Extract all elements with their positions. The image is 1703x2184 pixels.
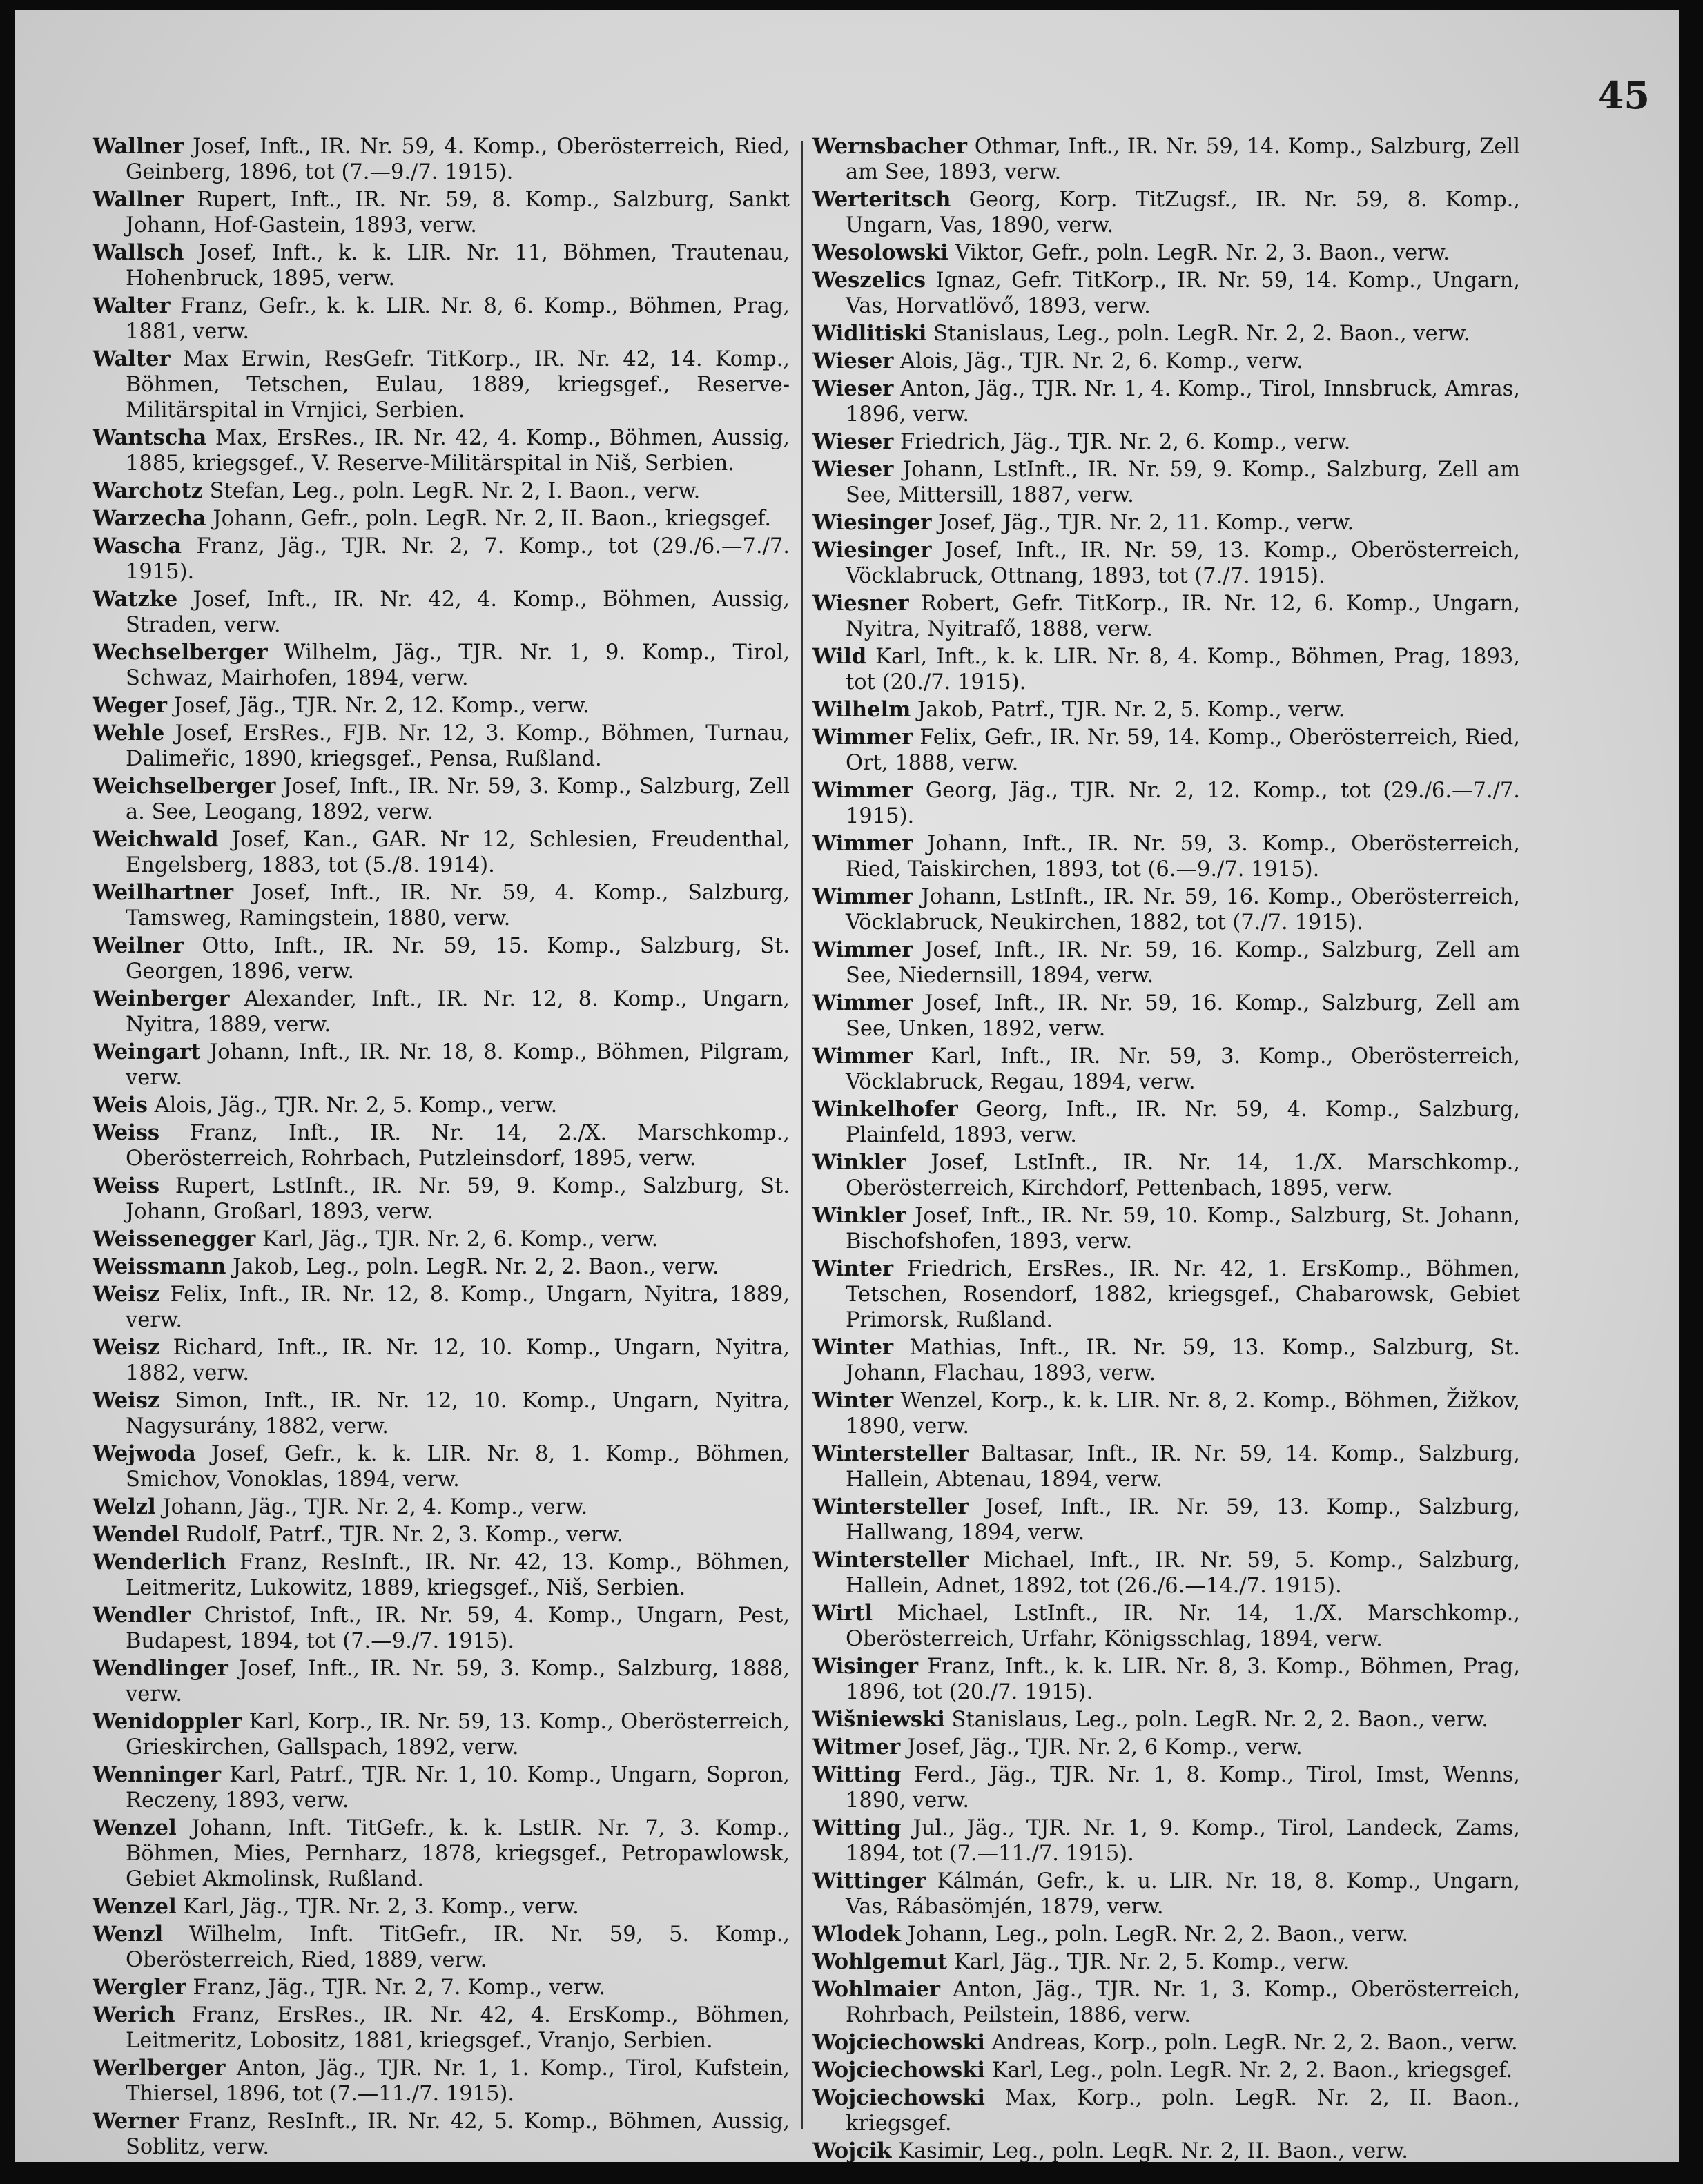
entry-details: Felix, Inft., IR. Nr. 12, 8. Komp., Ungarn, Nyitra, 1889, verw. [126, 1283, 790, 1332]
column-divider [801, 141, 803, 2129]
entry-surname: Wantscha [93, 425, 207, 450]
entry-details: Franz, Jäg., TJR. Nr. 2, 7. Komp., verw. [186, 1976, 606, 2000]
entry-details: Alexander, Inft., IR. Nr. 12, 8. Komp., Ungarn, Nyitra, 1889, verw. [126, 987, 790, 1037]
list-item [93, 986, 790, 1037]
scanned-page [15, 10, 1679, 2162]
entry-surname: Weszelics [812, 268, 926, 293]
entry-details: Ignaz, Gefr. TitKorp., IR. Nr. 59, 14. Komp., Ungarn, Vas, Horvatlövő, 1893, verw. [846, 269, 1520, 318]
list-item [93, 1522, 790, 1548]
entry-details: Alois, Jäg., TJR. Nr. 2, 5. Komp., verw. [147, 1093, 558, 1118]
entry-surname: Wiesinger [812, 538, 932, 563]
list-item [812, 1203, 1520, 1254]
list-item [812, 1388, 1520, 1439]
list-item [812, 538, 1520, 589]
entry-details: Friedrich, ErsRes., IR. Nr. 42, 1. ErsKomp., Böhmen, Tetschen, Rosendorf, 1882, kriegsgef., Chabarowsk, Gebiet Primorsk, Rußland. [846, 1257, 1520, 1332]
entry-details: Othmar, Inft., IR. Nr. 59, 14. Komp., Salzburg, Zell am See, 1893, verw. [846, 135, 1520, 184]
list-item [93, 1282, 790, 1333]
list-item [812, 1548, 1520, 1599]
list-item [812, 510, 1520, 536]
list-item [93, 1975, 790, 2000]
entry-details: Franz, Inft., k. k. LIR. Nr. 8, 3. Komp., Böhmen, Prag, 1896, tot (20./7. 1915). [846, 1655, 1520, 1704]
right-column [812, 134, 1520, 2162]
entry-details: Jul., Jäg., TJR. Nr. 1, 9. Komp., Tirol, Landeck, Zams, 1894, tot (7.—11./7. 1915). [846, 1816, 1520, 1866]
list-item [93, 774, 790, 825]
left-column [93, 134, 790, 2162]
entry-details: Friedrich, Jäg., TJR. Nr. 2, 6. Komp., verw. [893, 430, 1351, 454]
list-item [93, 240, 790, 291]
list-item [812, 2138, 1520, 2162]
entry-details: Josef, Inft., IR. Nr. 59, 16. Komp., Salzburg, Zell am See, Niedernsill, 1894, verw. [846, 938, 1520, 988]
list-item [812, 187, 1520, 238]
entry-details: Johann, Leg., poln. LegR. Nr. 2, 2. Baon., verw. [901, 1922, 1409, 1947]
list-item [812, 1044, 1520, 1095]
list-item [812, 321, 1520, 347]
entry-details: Anton, Jäg., TJR. Nr. 1, 3. Komp., Oberösterreich, Rohrbach, Peilstein, 1886, verw. [846, 1978, 1520, 2027]
entry-details: Max Erwin, ResGefr. TitKorp., IR. Nr. 42, 14. Komp., Böhmen, Tetschen, Eulau, 1889, kriegsgef., Reserve-Militärspital in Vrnjici, Serbien. [126, 347, 790, 422]
entry-surname: Wojciechowski [812, 2085, 985, 2110]
entry-details: Robert, Gefr. TitKorp., IR. Nr. 12, 6. Komp., Ungarn, Nyitra, Nyitrafő, 1888, verw. [846, 592, 1520, 641]
list-item [812, 1097, 1520, 1148]
entry-surname: Wechselberger [93, 640, 268, 665]
list-item [812, 1601, 1520, 1652]
list-item [93, 1922, 790, 1973]
entry-surname: Wejwoda [93, 1441, 196, 1466]
entry-surname: Wascha [93, 534, 182, 558]
entry-surname: Weiss [93, 1120, 160, 1145]
entry-details: Josef, Inft., IR. Nr. 59, 13. Komp., Salzburg, Hallwang, 1894, verw. [846, 1495, 1520, 1545]
list-item [93, 134, 790, 185]
list-item [93, 2109, 790, 2160]
entry-details: Josef, Inft., IR. Nr. 59, 3. Komp., Salzburg, 1888, verw. [126, 1657, 790, 1706]
entry-surname: Witmer [812, 1735, 901, 1759]
entry-details: Karl, Jäg., TJR. Nr. 2, 3. Komp., verw. [176, 1895, 579, 1919]
entry-surname: Warchotz [93, 478, 203, 503]
list-item [812, 937, 1520, 988]
list-item [812, 1654, 1520, 1705]
list-item [93, 534, 790, 585]
entry-surname: Wergler [93, 1975, 186, 2000]
list-item [93, 1762, 790, 1813]
list-item [812, 591, 1520, 642]
entry-surname: Wimmer [812, 1044, 913, 1069]
entry-surname: Walter [93, 347, 171, 371]
list-item [93, 187, 790, 238]
entry-details: Georg, Korp. TitZugsf., IR. Nr. 59, 8. Komp., Ungarn, Vas, 1890, verw. [846, 188, 1520, 237]
list-item [812, 1815, 1520, 1866]
entry-details: Viktor, Gefr., poln. LegR. Nr. 2, 3. Baon., verw. [948, 241, 1450, 265]
entry-details: Josef, Inft., IR. Nr. 59, 4. Komp., Salzburg, Tamsweg, Ramingstein, 1880, verw. [126, 881, 790, 930]
entry-details: Josef, Inft., k. k. LIR. Nr. 11, Böhmen, Trautenau, Hohenbruck, 1895, verw. [126, 241, 790, 291]
entry-details: Josef, Inft., IR. Nr. 42, 4. Komp., Böhmen, Aussig, Straden, verw. [126, 587, 790, 637]
entry-details: Johann, Inft., IR. Nr. 59, 3. Komp., Oberösterreich, Ried, Taiskirchen, 1893, tot (6.—9./7. 1915). [846, 832, 1520, 881]
entry-details: Michael, LstInft., IR. Nr. 14, 1./X. Marschkomp., Oberösterreich, Urfahr, Königsschlag, 1894, verw. [846, 1601, 1520, 1651]
entry-details: Franz, Gefr., k. k. LIR. Nr. 8, 6. Komp., Böhmen, Prag, 1881, verw. [126, 294, 790, 344]
entry-surname: Wieser [812, 457, 894, 482]
list-item [812, 457, 1520, 508]
entry-surname: Weissmann [93, 1254, 226, 1279]
entry-details: Simon, Inft., IR. Nr. 12, 10. Komp., Ungarn, Nyitra, Nagysurány, 1882, verw. [126, 1389, 790, 1439]
entry-surname: Wallsch [93, 240, 184, 265]
entry-details: Michael, Inft., IR. Nr. 59, 5. Komp., Salzburg, Hallein, Adnet, 1892, tot (26./6.—14./7. 1915). [846, 1548, 1520, 1598]
entry-details: Anton, Jäg., TJR. Nr. 1, 4. Komp., Tirol, Innsbruck, Amras, 1896, verw. [846, 377, 1520, 427]
entry-details: Karl, Korp., IR. Nr. 59, 13. Komp., Oberösterreich, Grieskirchen, Gallspach, 1892, verw. [126, 1710, 790, 1759]
list-item [812, 1441, 1520, 1492]
entry-surname: Weiss [93, 1173, 160, 1198]
entry-surname: Winter [812, 1335, 894, 1360]
entry-details: Franz, Inft., IR. Nr. 14, 2./X. Marschkomp., Oberösterreich, Rohrbach, Putzleinsdorf, 1895, verw. [126, 1121, 790, 1171]
entry-surname: Wehle [93, 721, 165, 745]
entry-details: Johann, LstInft., IR. Nr. 59, 9. Komp., Salzburg, Zell am See, Mittersill, 1887, verw. [846, 458, 1520, 507]
list-item [93, 425, 790, 476]
list-item [93, 1173, 790, 1225]
entry-surname: Wilhelm [812, 697, 911, 722]
list-item [812, 349, 1520, 374]
list-item [93, 1388, 790, 1439]
entry-surname: Wenninger [93, 1762, 222, 1787]
entry-surname: Weichwald [93, 827, 219, 852]
entry-details: Josef, Kan., GAR. Nr 12, Schlesien, Freudenthal, Engelsberg, 1883, tot (5./8. 1914). [126, 828, 790, 877]
entry-surname: Winter [812, 1388, 894, 1413]
list-item [93, 1335, 790, 1386]
entry-surname: Wenderlich [93, 1550, 227, 1574]
entry-details: Franz, ResInft., IR. Nr. 42, 5. Komp., Böhmen, Aussig, Soblitz, verw. [126, 2109, 790, 2159]
list-item [93, 880, 790, 931]
list-item [812, 2030, 1520, 2056]
entry-details: Josef, Inft., IR. Nr. 59, 16. Komp., Salzburg, Zell am See, Unken, 1892, verw. [846, 991, 1520, 1041]
entry-details: Stanislaus, Leg., poln. LegR. Nr. 2, 2. Baon., verw. [926, 322, 1470, 346]
list-item [93, 1494, 790, 1520]
list-item [93, 587, 790, 638]
entry-details: Karl, Inft., k. k. LIR. Nr. 8, 4. Komp., Böhmen, Prag, 1893, tot (20./7. 1915). [846, 645, 1520, 694]
list-item [812, 644, 1520, 695]
entry-surname: Wohlgemut [812, 1949, 948, 1974]
entry-details: Franz, ResInft., IR. Nr. 42, 13. Komp., Böhmen, Leitmeritz, Lukowitz, 1889, kriegsgef., Niš, Serbien. [126, 1550, 790, 1600]
entry-surname: Wenidoppler [93, 1709, 242, 1734]
list-item [812, 2058, 1520, 2083]
entry-details: Stefan, Leg., poln. LegR. Nr. 2, I. Baon., verw. [202, 479, 701, 503]
entry-surname: Wallner [93, 187, 184, 212]
list-item [93, 1603, 790, 1654]
list-item [812, 991, 1520, 1042]
entry-details: Johann, Inft. TitGefr., k. k. LstIR. Nr. 7, 3. Komp., Böhmen, Mies, Pernharz, 1878, kriegsgef., Petropawlowsk, Gebiet Akmolinsk, Rußland. [126, 1816, 790, 1891]
entry-details: Felix, Gefr., IR. Nr. 59, 14. Komp., Oberösterreich, Ried, Ort, 1888, verw. [846, 725, 1520, 775]
entry-surname: Werner [93, 2109, 179, 2134]
entry-surname: Wintersteller [812, 1494, 969, 1519]
entry-surname: Watzke [93, 587, 178, 612]
entry-details: Josef, Jäg., TJR. Nr. 2, 12. Komp., verw. [166, 694, 590, 718]
entry-surname: Wittinger [812, 1869, 926, 1893]
entry-details: Johann, LstInft., IR. Nr. 59, 16. Komp., Oberösterreich, Vöcklabruck, Neukirchen, 1882, tot (7./7. 1915). [846, 885, 1520, 935]
list-item [93, 1656, 790, 1707]
list-item [812, 1922, 1520, 1947]
list-item [93, 693, 790, 719]
list-item [812, 1494, 1520, 1546]
list-item [93, 1709, 790, 1760]
entry-details: Josef, Inft., IR. Nr. 59, 3. Komp., Salzburg, Zell a. See, Leogang, 1892, verw. [126, 774, 790, 824]
entry-details: Karl, Jäg., TJR. Nr. 2, 5. Komp., verw. [947, 1950, 1350, 1974]
entry-details: Karl, Patrf., TJR. Nr. 1, 10. Komp., Ungarn, Sopron, Reczeny, 1893, verw. [126, 1763, 790, 1813]
list-item [812, 697, 1520, 723]
entry-surname: Wendler [93, 1603, 191, 1628]
entry-details: Jakob, Leg., poln. LegR. Nr. 2, 2. Baon., verw. [226, 1255, 719, 1279]
entry-details: Rupert, LstInft., IR. Nr. 59, 9. Komp., Salzburg, St. Johann, Großarl, 1893, verw. [126, 1174, 790, 1224]
entry-details: Otto, Inft., IR. Nr. 59, 15. Komp., Salzburg, St. Georgen, 1896, verw. [126, 934, 790, 984]
entry-surname: Walter [93, 293, 171, 318]
entry-details: Jakob, Patrf., TJR. Nr. 2, 5. Komp., verw. [911, 698, 1345, 722]
entry-surname: Witting [812, 1815, 902, 1840]
entry-details: Josef, Jäg., TJR. Nr. 2, 11. Komp., verw. [931, 511, 1354, 535]
list-item [812, 429, 1520, 455]
entry-surname: Wiesinger [812, 510, 932, 535]
list-item [812, 240, 1520, 266]
entry-surname: Wenzel [93, 1894, 177, 1919]
entry-details: Rupert, Inft., IR. Nr. 59, 8. Komp., Salzburg, Sankt Johann, Hof-Gastein, 1893, verw. [126, 188, 790, 237]
entry-surname: Wiesner [812, 591, 909, 616]
list-item [812, 1707, 1520, 1733]
entry-details: Josef, LstInft., IR. Nr. 14, 1./X. Marschkomp., Oberösterreich, Kirchdorf, Pettenbach, 1895, verw. [846, 1151, 1520, 1200]
entry-details: Georg, Jäg., TJR. Nr. 2, 12. Komp., tot (29./6.—7./7. 1915). [846, 779, 1520, 828]
entry-surname: Winkler [812, 1150, 906, 1175]
entry-details: Franz, Jäg., TJR. Nr. 2, 7. Komp., tot (29./6.—7./7. 1915). [126, 534, 790, 584]
entry-surname: Winkelhofer [812, 1097, 958, 1122]
entry-details: Karl, Jäg., TJR. Nr. 2, 6. Komp., verw. [255, 1227, 659, 1251]
entry-surname: Wild [812, 644, 867, 669]
entry-surname: Wojcik [812, 2138, 892, 2162]
entry-details: Josef, Gefr., k. k. LIR. Nr. 8, 1. Komp., Böhmen, Smichov, Vonoklas, 1894, verw. [126, 1442, 790, 1492]
entry-details: Josef, Inft., IR. Nr. 59, 13. Komp., Oberösterreich, Vöcklabruck, Ottnang, 1893, tot (7./7. 1915). [846, 538, 1520, 588]
list-item [93, 1550, 790, 1601]
entry-surname: Winter [812, 1256, 894, 1281]
entry-surname: Wendlinger [93, 1656, 228, 1681]
entry-surname: Wimmer [812, 831, 913, 856]
list-item [812, 778, 1520, 829]
entry-surname: Wenzl [93, 1922, 164, 1947]
entry-surname: Werteritsch [812, 187, 951, 212]
list-item [93, 1254, 790, 1280]
entry-surname: Wišniewski [812, 1707, 945, 1732]
entry-details: Karl, Inft., IR. Nr. 59, 3. Komp., Oberösterreich, Vöcklabruck, Regau, 1894, verw. [846, 1044, 1520, 1094]
entry-details: Georg, Inft., IR. Nr. 59, 4. Komp., Salzburg, Plainfeld, 1893, verw. [846, 1098, 1520, 1147]
list-item [93, 506, 790, 532]
entry-details: Alois, Jäg., TJR. Nr. 2, 6. Komp., verw. [893, 349, 1303, 373]
list-item [93, 1815, 790, 1892]
entry-details: Wenzel, Korp., k. k. LIR. Nr. 8, 2. Komp., Böhmen, Žižkov, 1890, verw. [846, 1389, 1520, 1439]
entry-details: Rudolf, Patrf., TJR. Nr. 2, 3. Komp., verw. [179, 1523, 623, 1547]
entry-details: Johann, Inft., IR. Nr. 18, 8. Komp., Böhmen, Pilgram, verw. [126, 1040, 790, 1090]
entry-surname: Winkler [812, 1203, 906, 1228]
list-item [812, 1256, 1520, 1333]
entry-surname: Weis [93, 1093, 148, 1118]
list-item [93, 1441, 790, 1492]
list-item [812, 884, 1520, 935]
entry-surname: Werich [93, 2002, 175, 2027]
list-item [93, 2002, 790, 2054]
entry-details: Stanislaus, Leg., poln. LegR. Nr. 2, 2. Baon., verw. [944, 1708, 1488, 1732]
list-item [812, 1150, 1520, 1201]
entry-details: Johann, Gefr., poln. LegR. Nr. 2, II. Baon., kriegsgef. [206, 507, 772, 531]
entry-details: Josef, ErsRes., FJB. Nr. 12, 3. Komp., Böhmen, Turnau, Dalimeřic, 1890, kriegsgef., Pensa, Rußland. [126, 721, 790, 771]
list-item [93, 2056, 790, 2107]
list-item [812, 268, 1520, 319]
list-item [93, 1227, 790, 1252]
entry-surname: Werlberger [93, 2056, 226, 2080]
list-item [812, 1735, 1520, 1760]
entry-details: Andreas, Korp., poln. LegR. Nr. 2, 2. Baon., verw. [984, 2031, 1518, 2055]
entry-details: Ferd., Jäg., TJR. Nr. 1, 8. Komp., Tirol, Imst, Wenns, 1890, verw. [846, 1763, 1520, 1813]
entry-details: Wilhelm, Jäg., TJR. Nr. 1, 9. Komp., Tirol, Schwaz, Mairhofen, 1894, verw. [126, 641, 790, 690]
list-item [93, 827, 790, 878]
list-item [93, 293, 790, 344]
list-item [812, 1335, 1520, 1386]
entry-details: Wilhelm, Inft. TitGefr., IR. Nr. 59, 5. Komp., Oberösterreich, Ried, 1889, verw. [126, 1922, 790, 1972]
list-item [812, 725, 1520, 776]
list-item [93, 933, 790, 984]
entry-surname: Wlodek [812, 1922, 902, 1947]
entry-surname: Wirtl [812, 1601, 873, 1626]
list-item [93, 347, 790, 423]
entry-surname: Wintersteller [812, 1441, 969, 1466]
entry-surname: Weinberger [93, 986, 230, 1011]
entry-surname: Wesolowski [812, 240, 948, 265]
entry-details: Josef, Inft., IR. Nr. 59, 4. Komp., Oberösterreich, Ried, Geinberg, 1896, tot (7.—9./7. 1915). [126, 135, 790, 184]
list-item [93, 1894, 790, 1920]
entry-surname: Wernsbacher [812, 134, 967, 159]
entry-surname: Warzecha [93, 506, 206, 531]
entry-surname: Weisz [93, 1388, 160, 1413]
entry-surname: Wendel [93, 1522, 179, 1547]
entry-surname: Widlitiski [812, 321, 927, 346]
entry-surname: Weisz [93, 1335, 160, 1360]
entry-surname: Weingart [93, 1040, 201, 1064]
list-item [93, 1093, 790, 1118]
list-item [812, 1762, 1520, 1813]
entry-surname: Weilhartner [93, 880, 234, 905]
list-item [812, 1949, 1520, 1975]
list-item [812, 134, 1520, 185]
list-item [812, 1869, 1520, 1920]
entry-surname: Wieser [812, 349, 894, 373]
entry-surname: Witting [812, 1762, 902, 1787]
entry-details: Max, ErsRes., IR. Nr. 42, 4. Komp., Böhmen, Aussig, 1885, kriegsgef., V. Reserve-Militärspital in Niš, Serbien. [126, 426, 790, 476]
entry-surname: Wojciechowski [812, 2030, 985, 2055]
list-item [812, 2085, 1520, 2136]
entry-surname: Wisinger [812, 1654, 919, 1679]
list-item [812, 376, 1520, 427]
entry-details: Baltasar, Inft., IR. Nr. 59, 14. Komp., Salzburg, Hallein, Abtenau, 1894, verw. [846, 1442, 1520, 1492]
entry-details: Mathias, Inft., IR. Nr. 59, 13. Komp., Salzburg, St. Johann, Flachau, 1893, verw. [846, 1336, 1520, 1385]
entry-surname: Wimmer [812, 778, 913, 803]
entry-details: Johann, Jäg., TJR. Nr. 2, 4. Komp., verw. [155, 1495, 588, 1519]
entry-surname: Weisz [93, 1282, 160, 1307]
entry-surname: Wimmer [812, 725, 913, 750]
list-item [93, 721, 790, 772]
entry-surname: Weger [93, 693, 167, 718]
list-item [812, 1977, 1520, 2028]
entry-surname: Wimmer [812, 937, 913, 962]
entry-surname: Wimmer [812, 991, 913, 1015]
entry-surname: Wimmer [812, 884, 913, 909]
list-item [812, 831, 1520, 882]
entry-surname: Wieser [812, 376, 894, 401]
entry-surname: Wintersteller [812, 1548, 969, 1572]
entry-surname: Wojciechowski [812, 2058, 985, 2083]
entry-surname: Weilner [93, 933, 184, 958]
entry-details: Anton, Jäg., TJR. Nr. 1, 1. Komp., Tirol, Kufstein, Thiersel, 1896, tot (7.—11./7. 1915). [126, 2056, 790, 2106]
entry-surname: Wieser [812, 429, 894, 454]
entry-details: Christof, Inft., IR. Nr. 59, 4. Komp., Ungarn, Pest, Budapest, 1894, tot (7.—9./7. 1915). [126, 1603, 790, 1653]
entry-details: Franz, ErsRes., IR. Nr. 42, 4. ErsKomp., Böhmen, Leitmeritz, Lobositz, 1881, kriegsgef., Vranjo, Serbien. [126, 2003, 790, 2053]
entry-details: Kasimir, Leg., poln. LegR. Nr. 2, II. Baon., verw. [891, 2139, 1408, 2162]
entry-details: Josef, Inft., IR. Nr. 59, 10. Komp., Salzburg, St. Johann, Bischofshofen, 1893, verw. [846, 1204, 1520, 1254]
entry-surname: Wenzel [93, 1815, 177, 1840]
entry-surname: Wallner [93, 134, 184, 159]
list-item [93, 1040, 790, 1091]
entry-details: Karl, Leg., poln. LegR. Nr. 2, 2. Baon., kriegsgef. [984, 2058, 1513, 2083]
entry-details: Josef, Jäg., TJR. Nr. 2, 6 Komp., verw. [900, 1735, 1303, 1759]
entry-surname: Wohlmaier [812, 1977, 940, 2002]
list-item [93, 1120, 790, 1171]
list-item [93, 640, 790, 691]
entry-surname: Weissenegger [93, 1227, 256, 1251]
entry-details: Richard, Inft., IR. Nr. 12, 10. Komp., Ungarn, Nyitra, 1882, verw. [126, 1336, 790, 1385]
entry-surname: Welzl [93, 1494, 156, 1519]
entry-surname: Weichselberger [93, 774, 276, 799]
list-item [93, 478, 790, 504]
entry-details: Kálmán, Gefr., k. u. LIR. Nr. 18, 8. Komp., Ungarn, Vas, Rábasömjén, 1879, verw. [846, 1869, 1520, 1919]
entry-details: Max, Korp., poln. LegR. Nr. 2, II. Baon., kriegsgef. [846, 2086, 1520, 2136]
page-number: 45 [1597, 73, 1650, 117]
